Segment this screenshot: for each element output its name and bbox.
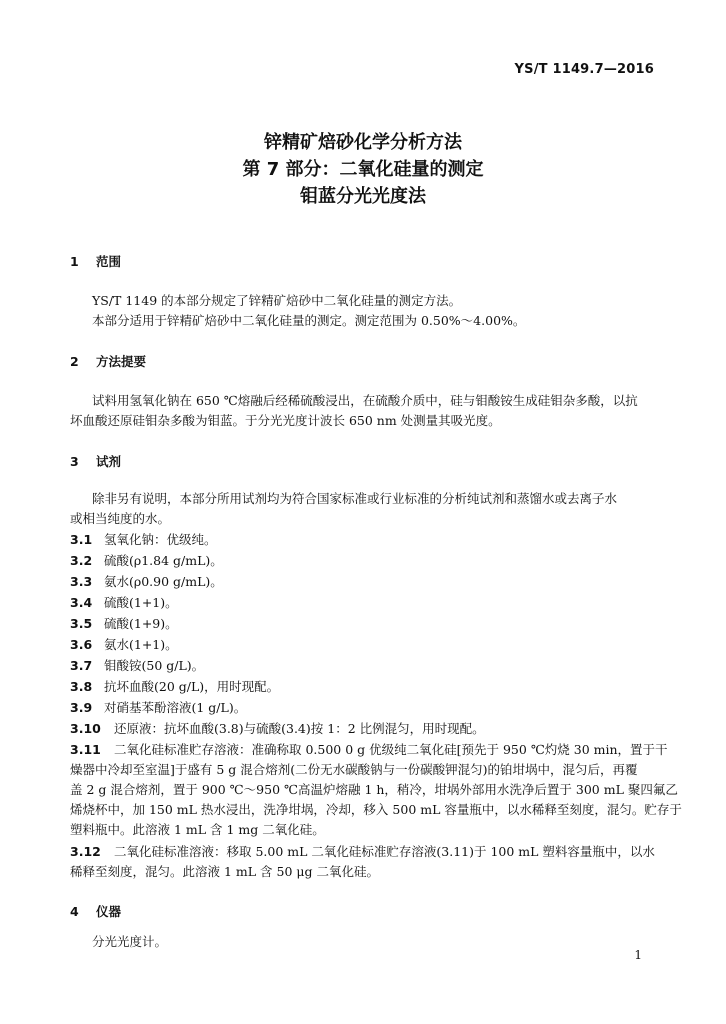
- scope-line1: YS/T 1149 的本部分规定了锌精矿焙砂中二氧化硅量的测定方法。: [92, 293, 462, 308]
- reagent-item-3-12: [70, 842, 655, 860]
- section-number: 2: [70, 354, 79, 369]
- item-text-line1: 二氧化硅标准贮存溶液：准确称取 0.500 0 g 优级纯二氧化硅[预先于 950 ℃灼烧 30 min，置于干: [114, 742, 668, 757]
- section-number: 3: [70, 454, 79, 469]
- scope-line2: 本部分适用于锌精矿焙砂中二氧化硅量的测定。测定范围为 0.50%～4.00%。: [92, 313, 526, 328]
- item-3-12-line2: 稀释至刻度，混匀。此溶液 1 mL 含 50 μg 二氧化硅。: [70, 864, 379, 879]
- item-3-11-line4: 烯烧杯中，加 150 mL 热水浸出，洗净坩埚，冷却，移入 500 mL 容量瓶中，以水稀释至刻度，混匀。贮存于: [70, 802, 682, 817]
- item-text: 硫酸(1+1)。: [104, 595, 178, 610]
- page-number: 1: [634, 948, 642, 962]
- section-heading-scope: [70, 252, 121, 270]
- section-heading-principle: [70, 352, 146, 370]
- section-number: 1: [70, 254, 79, 269]
- principle-line1: 试料用氢氧化钠在 650 ℃熔融后经稀硫酸浸出，在硫酸介质中，硅与钼酸铵生成硅钼杂多酸，以抗: [92, 393, 638, 408]
- reagents-intro-line1: 除非另有说明，本部分所用试剂均为符合国家标准或行业标准的分析纯试剂和蒸馏水或去离子水: [92, 491, 618, 506]
- reagent-item: [70, 635, 178, 653]
- reagent-item: [70, 593, 178, 611]
- item-number: 3.4: [70, 595, 93, 610]
- item-number: 3.3: [70, 574, 93, 589]
- item-number: 3.8: [70, 679, 93, 694]
- item-3-11-line2: 燥器中冷却至室温]于盛有 5 g 混合熔剂(二份无水碳酸钠与一份碳酸钾混匀)的铂坩埚中，混匀后，再覆: [70, 762, 638, 777]
- item-number: 3.1: [70, 532, 93, 547]
- item-number: 3.5: [70, 616, 93, 631]
- section-heading-reagents: [70, 452, 121, 470]
- item-number: 3.2: [70, 553, 93, 568]
- reagents-intro-line2: 或相当纯度的水。: [70, 511, 171, 526]
- standard-code: YS/T 1149.7—2016: [514, 62, 654, 77]
- document-title-line1: 锌精矿焙砂化学分析方法: [264, 132, 462, 153]
- document-title-line3: 钼蓝分光光度法: [300, 186, 426, 207]
- reagent-item: [70, 551, 223, 569]
- item-number: 3.11: [70, 742, 101, 757]
- reagent-item: [70, 656, 204, 674]
- reagent-item-3-11: [70, 740, 668, 758]
- document-title-line2: 第 7 部分：二氧化硅量的测定: [242, 159, 484, 180]
- section-title: 方法提要: [96, 354, 147, 369]
- section-title: 范围: [96, 254, 122, 269]
- reagent-item: [70, 719, 485, 737]
- reagent-item: [70, 698, 246, 716]
- instruments-line1: 分光光度计。: [92, 934, 168, 949]
- reagent-item: [70, 572, 223, 590]
- item-text: 还原液：抗坏血酸(3.8)与硫酸(3.4)按 1：2 比例混匀，用时现配。: [114, 721, 485, 736]
- item-number: 3.6: [70, 637, 93, 652]
- item-number: 3.7: [70, 658, 93, 673]
- item-3-11-line5: 塑料瓶中。此溶液 1 mL 含 1 mg 二氧化硅。: [70, 822, 325, 837]
- item-text: 氨水(1+1)。: [104, 637, 178, 652]
- item-text: 硫酸(ρ1.84 g/mL)。: [104, 553, 223, 568]
- section-title: 试剂: [96, 454, 122, 469]
- reagent-item: [70, 614, 178, 632]
- reagent-item: [70, 530, 217, 548]
- section-number: 4: [70, 904, 79, 919]
- section-heading-instruments: [70, 902, 121, 920]
- item-text: 抗坏血酸(20 g/L)，用时现配。: [104, 679, 280, 694]
- item-text: 钼酸铵(50 g/L)。: [104, 658, 205, 673]
- item-text: 氢氧化钠：优级纯。: [104, 532, 217, 547]
- item-3-11-line3: 盖 2 g 混合熔剂，置于 900 ℃～950 ℃高温炉熔融 1 h，稍冷，坩埚外部用水洗净后置于 300 mL 聚四氟乙: [70, 782, 678, 797]
- item-text: 氨水(ρ0.90 g/mL)。: [104, 574, 223, 589]
- principle-line2: 坏血酸还原硅钼杂多酸为钼蓝。于分光光度计波长 650 nm 处测量其吸光度。: [70, 413, 501, 428]
- item-number: 3.10: [70, 721, 101, 736]
- item-number: 3.12: [70, 844, 101, 859]
- item-text: 对硝基苯酚溶液(1 g/L)。: [104, 700, 247, 715]
- reagent-item: [70, 677, 279, 695]
- item-number: 3.9: [70, 700, 93, 715]
- item-text: 硫酸(1+9)。: [104, 616, 178, 631]
- section-title: 仪器: [96, 904, 122, 919]
- item-text-line1: 二氧化硅标准溶液：移取 5.00 mL 二氧化硅标准贮存溶液(3.11)于 100 mL 塑料容量瓶中，以水: [114, 844, 655, 859]
